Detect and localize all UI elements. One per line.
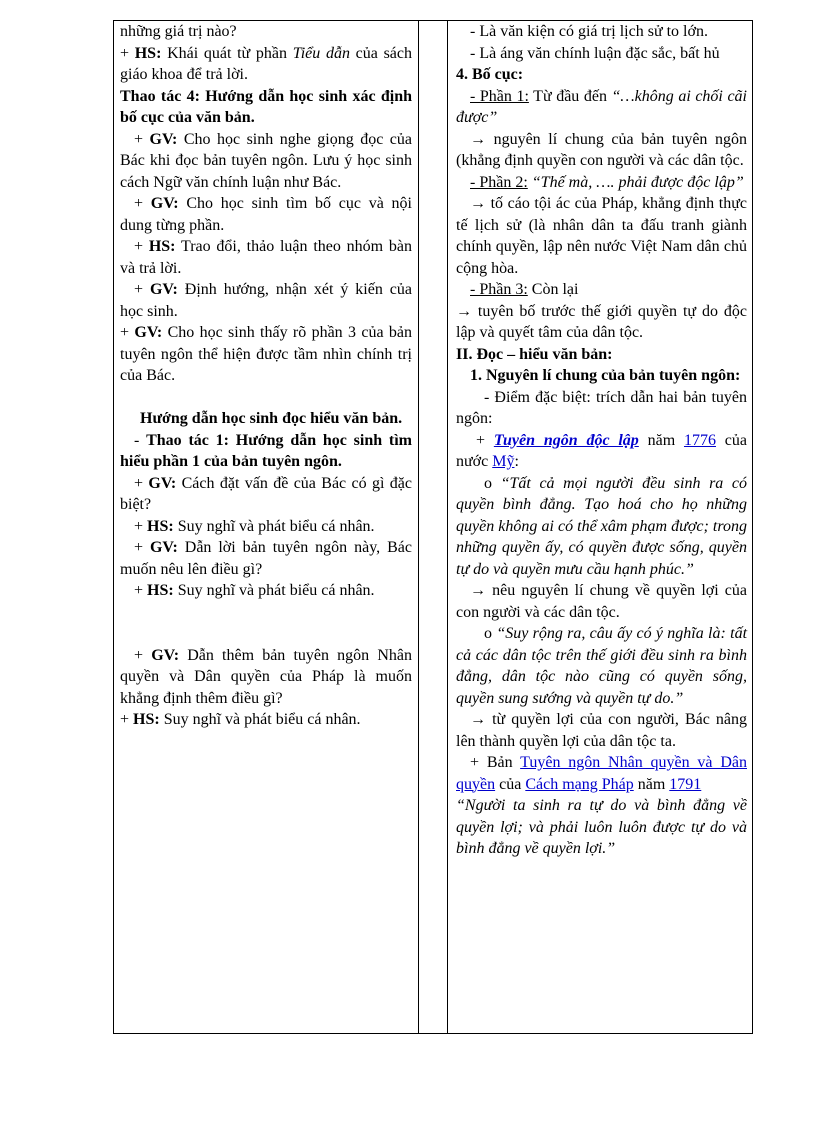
left-gv-orient: + GV: Định hướng, nhận xét ý kiến của học sinh. <box>120 281 413 320</box>
section-ii-heading: II. Đọc – hiểu văn bản: <box>456 345 613 363</box>
part-3-summary: → tuyên bố trước thế giới quyền tự do độc lập và quyết tâm của dân tộc. <box>456 302 747 341</box>
usa-link[interactable]: Mỹ <box>492 453 515 470</box>
french-declaration-line: + Bản Tuyên ngôn Nhân quyền và Dân quyền của Cách mạng Pháp năm 1791 <box>456 754 747 793</box>
arrow-right-icon: → <box>456 302 472 320</box>
french-declaration-link[interactable]: Tuyên ngôn Nhân quyền và Dân quyền <box>456 754 747 793</box>
us-declaration-link[interactable]: Tuyên ngôn độc lập <box>493 431 639 449</box>
us-declaration-line: + Tuyên ngôn độc lập năm 1776 của nước Mỹ: <box>456 431 747 470</box>
right-value-2: - Là áng văn chính luận đặc sắc, bất hủ <box>470 44 720 62</box>
right-value-1: - Là văn kiện có giá trị lịch sử to lớn. <box>470 23 708 40</box>
special-point: - Điểm đặc biệt: trích dẫn hai bản tuyên ngôn: <box>456 388 747 427</box>
left-gv-part3: + GV: Cho học sinh thấy rõ phần 3 của bản tuyên ngôn thể hiện được tầm nhìn chính trị của Bác. <box>120 324 412 384</box>
structure-heading: 4. Bố cục: <box>456 66 524 83</box>
part-2-summary: → tố cáo tội ác của Pháp, khẳng định thực tế lịch sử (là nhân dân ta đấu tranh giành chính quyền, lập nên nước Việt Nam dân chủ cộng hòa. <box>456 195 747 277</box>
empty-middle-column <box>419 21 448 1034</box>
left-line-1: những giá trị nào? <box>120 23 237 40</box>
french-quote: “Người ta sinh ra tự do và bình đẳng về quyền lợi; và phải luôn luôn được tự do và bình đẳng về quyền lợi.” <box>456 797 747 857</box>
reading-guide-heading: Hướng dẫn học sinh đọc hiểu văn bản. <box>140 410 403 427</box>
left-hs-think-2: + HS: Suy nghĩ và phát biểu cá nhân. <box>134 582 375 599</box>
left-gv-listen: + GV: Cho học sinh nghe giọng đọc của Bác khi đọc bản tuyên ngôn. Lưu ý học sinh cách Ngữ văn chính luận như Bác. <box>120 130 412 191</box>
part-1-summary: → nguyên lí chung của bản tuyên ngôn (khẳng định quyền con người và các dân tộc. <box>456 130 747 169</box>
extended-quote: o “Suy rộng ra, câu ấy có ý nghĩa là: tất cả các dân tộc trên thế giới đều sinh ra bình đẳng, dân tộc nào cũng có quyền sống, quyền sung sướng và quyền tự do.” <box>456 625 748 707</box>
left-hs-summary: + HS: Khái quát từ phần Tiểu dẫn của sách giáo khoa để trả lời. <box>120 44 412 83</box>
extended-quote-summary: → từ quyền lợi của con người, Bác nâng lên thành quyền lợi của dân tộc ta. <box>456 711 747 750</box>
us-quote: o “Tất cả mọi người đều sinh ra có quyền bình đẳng. Tạo hoá cho họ những quyền không ai có thể xâm phạm được; trong những quyền ấy, có quyền được sống, quyền tự do và quyền mưu cầu hạnh phúc.” <box>456 474 748 578</box>
french-revolution-link[interactable]: Cách mạng Pháp <box>525 775 634 793</box>
part-1: - Phần 1: Từ đầu đến “…không ai chối cãi được” <box>456 87 747 126</box>
left-gv-approach: + GV: Cách đặt vấn đề của Bác có gì đặc biệt? <box>120 474 412 513</box>
teacher-student-activities-column <box>114 21 419 1034</box>
content-column <box>448 21 753 1034</box>
arrow-right-icon: → <box>470 711 486 728</box>
left-hs-discuss: + HS: Trao đổi, thảo luận theo nhóm bàn và trả lời. <box>120 238 412 277</box>
left-gv-french: + GV: Dẫn thêm bản tuyên ngôn Nhân quyền và Dân quyền của Pháp là muốn khẳng định thêm điều gì? <box>120 646 413 707</box>
arrow-right-icon: → <box>470 195 486 212</box>
left-gv-structure: + GV: Cho học sinh tìm bố cục và nội dung từng phần. <box>120 195 413 234</box>
left-hs-think-3: + HS: Suy nghĩ và phát biểu cá nhân. <box>120 711 361 728</box>
us-quote-summary: → nêu nguyên lí chung về quyền lợi của con người và các dân tộc. <box>456 582 747 621</box>
arrow-right-icon: → <box>470 582 486 599</box>
section-1-heading: 1. Nguyên lí chung của bản tuyên ngôn: <box>470 367 741 384</box>
lesson-table <box>113 20 753 1034</box>
year-1776-link[interactable]: 1776 <box>683 431 716 449</box>
left-hs-think-1: + HS: Suy nghĩ và phát biểu cá nhân. <box>134 517 375 535</box>
part-2: - Phần 2: “Thế mà, …. phải được độc lập” <box>470 173 744 191</box>
table-row <box>114 21 753 1034</box>
left-gv-quote: + GV: Dẫn lời bản tuyên ngôn này, Bác muốn nêu lên điều gì? <box>120 539 412 578</box>
task-1-heading: - Thao tác 1: Hướng dẫn học sinh tìm hiểu phần 1 của bản tuyên ngôn. <box>120 431 413 470</box>
arrow-right-icon: → <box>470 130 486 148</box>
part-3: - Phần 3: Còn lại <box>470 281 579 298</box>
year-1791-link[interactable]: 1791 <box>669 775 702 793</box>
task-4-heading: Thao tác 4: Hướng dẫn học sinh xác định bố cục của văn bản. <box>120 87 412 126</box>
